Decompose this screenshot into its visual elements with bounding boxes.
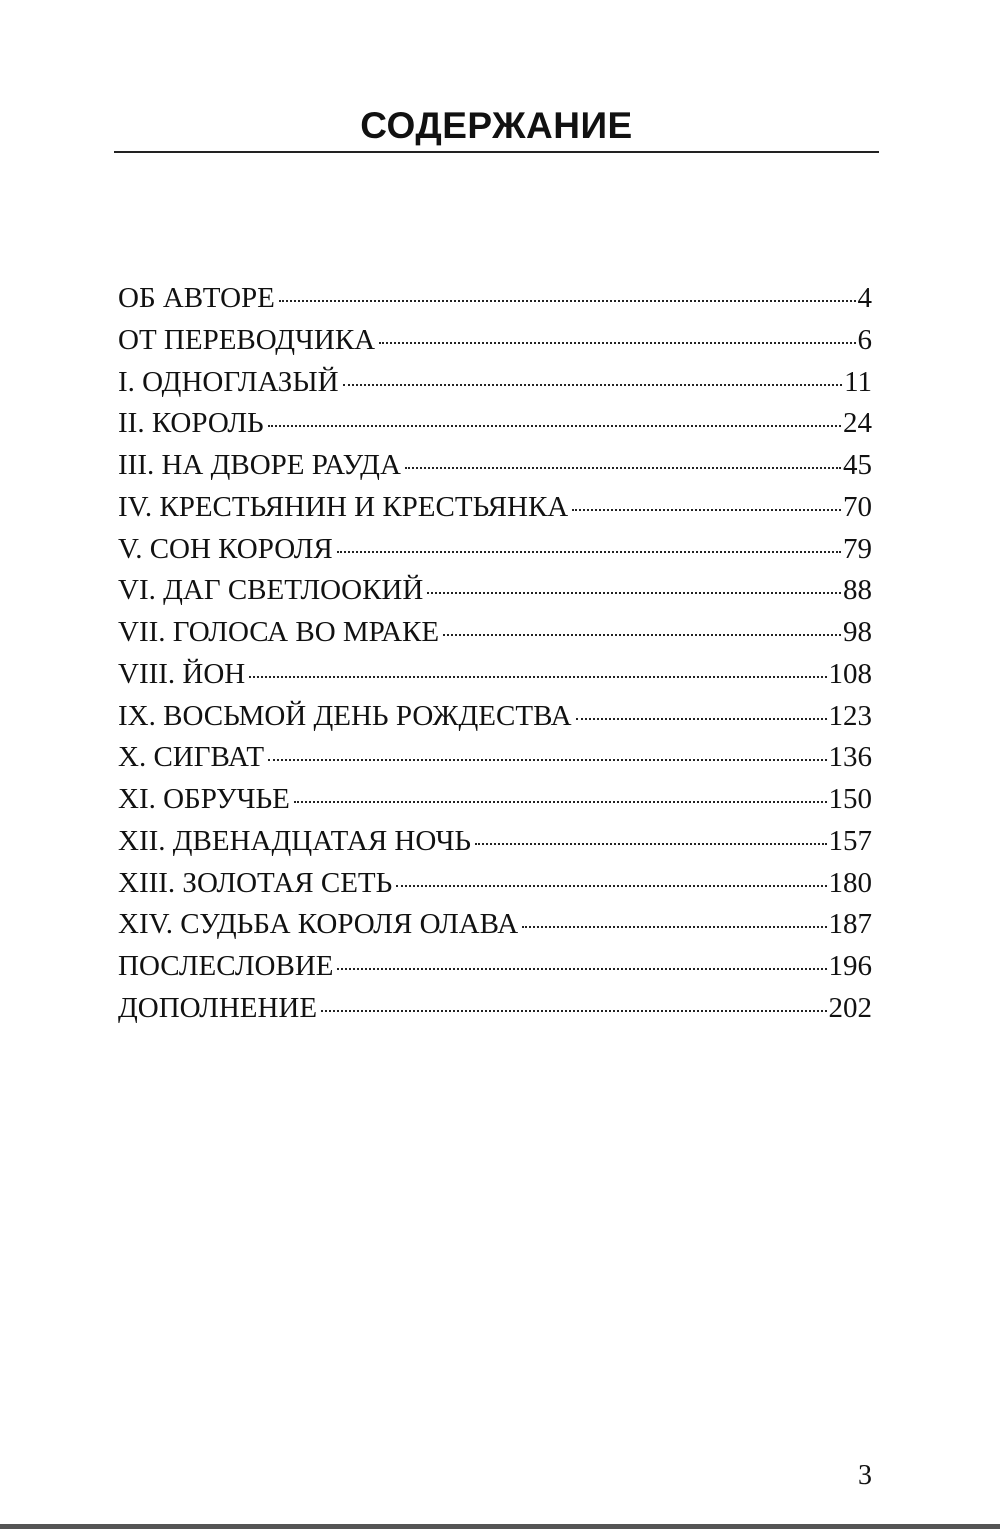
toc-dot-leader xyxy=(268,759,826,761)
toc-entry-page: 79 xyxy=(843,532,872,565)
toc-dot-leader xyxy=(396,885,826,887)
toc-entry xyxy=(118,654,872,696)
toc-entry-page: 187 xyxy=(828,908,872,941)
toc-dot-leader xyxy=(522,926,826,928)
toc-entry-page: 45 xyxy=(843,449,872,481)
toc-entry-title: III. НА ДВОРЕ РАУДА xyxy=(118,449,401,481)
title-underline xyxy=(114,151,879,153)
toc-dot-leader xyxy=(268,425,841,427)
toc-entry-page: 4 xyxy=(857,282,872,314)
toc-entry-title: ПОСЛЕСЛОВИЕ xyxy=(118,950,334,982)
toc-dot-leader xyxy=(427,592,841,594)
toc-entry-title: IX. ВОСЬМОЙ ДЕНЬ РОЖДЕСТВА xyxy=(118,699,572,732)
toc-dot-leader xyxy=(337,551,841,553)
toc-entry-page: 196 xyxy=(828,950,872,982)
toc-entry-page: 180 xyxy=(828,866,872,899)
toc-dot-leader xyxy=(379,342,855,344)
toc-entry xyxy=(118,278,872,320)
toc-dot-leader xyxy=(576,718,827,720)
toc-entry-title: VIII. ЙОН xyxy=(118,657,246,690)
table-of-contents xyxy=(118,278,872,1030)
toc-entry-page: 202 xyxy=(828,991,872,1024)
toc-entry-page: 136 xyxy=(828,741,872,774)
page-title: СОДЕРЖАНИЕ xyxy=(360,105,633,146)
toc-entry-page: 11 xyxy=(844,365,872,398)
toc-entry-title: XI. ОБРУЧЬЕ xyxy=(118,783,290,815)
page-bottom-border xyxy=(0,1524,1000,1529)
toc-entry xyxy=(118,779,872,821)
toc-entry-page: 6 xyxy=(857,323,872,356)
toc-entry-title: XIII. ЗОЛОТАЯ СЕТЬ xyxy=(118,866,393,899)
toc-entry xyxy=(118,529,872,571)
toc-entry xyxy=(118,988,872,1030)
toc-dot-leader xyxy=(475,843,826,845)
toc-entry-page: 108 xyxy=(828,657,872,690)
toc-dot-leader xyxy=(337,968,826,970)
toc-entry xyxy=(118,403,872,445)
toc-dot-leader xyxy=(279,300,856,302)
toc-entry xyxy=(118,487,872,529)
toc-entry-title: I. ОДНОГЛАЗЫЙ xyxy=(118,365,339,398)
toc-entry-page: 150 xyxy=(828,783,872,815)
toc-entry-title: ОБ АВТОРЕ xyxy=(118,282,275,314)
toc-entry-page: 98 xyxy=(843,616,872,648)
toc-entry-page: 24 xyxy=(843,407,872,440)
toc-entry xyxy=(118,570,872,612)
toc-entry-title: IV. КРЕСТЬЯНИН И КРЕСТЬЯНКА xyxy=(118,490,569,523)
toc-entry xyxy=(118,737,872,779)
toc-entry xyxy=(118,612,872,654)
toc-entry-title: II. КОРОЛЬ xyxy=(118,407,264,440)
toc-entry-title: XII. ДВЕНАДЦАТАЯ НОЧЬ xyxy=(118,824,472,857)
toc-entry-title: VII. ГОЛОСА ВО МРАКЕ xyxy=(118,616,440,648)
toc-entry-title: X. СИГВАТ xyxy=(118,741,265,774)
toc-dot-leader xyxy=(249,676,826,678)
toc-entry xyxy=(118,863,872,905)
toc-dot-leader xyxy=(294,801,827,803)
toc-dot-leader xyxy=(405,467,841,469)
toc-entry xyxy=(118,696,872,738)
toc-entry-page: 70 xyxy=(843,490,872,523)
toc-entry-page: 88 xyxy=(843,574,872,607)
toc-entry-page: 123 xyxy=(828,699,872,732)
toc-entry xyxy=(118,362,872,404)
toc-entry xyxy=(118,821,872,863)
toc-entry xyxy=(118,946,872,988)
toc-entry-title: XIV. СУДЬБА КОРОЛЯ ОЛАВА xyxy=(118,908,519,941)
toc-entry-title: ОТ ПЕРЕВОДЧИКА xyxy=(118,323,376,356)
toc-entry xyxy=(118,320,872,362)
toc-entry-title: VI. ДАГ СВЕТЛООКИЙ xyxy=(118,574,424,607)
toc-entry xyxy=(118,445,872,487)
toc-dot-leader xyxy=(321,1010,826,1012)
toc-entry-page: 157 xyxy=(828,824,872,857)
toc-entry xyxy=(118,904,872,946)
page-number: 3 xyxy=(858,1460,872,1491)
toc-entry-title: ДОПОЛНЕНИЕ xyxy=(118,991,318,1024)
toc-entry-title: V. СОН КОРОЛЯ xyxy=(118,532,333,565)
toc-dot-leader xyxy=(343,384,843,386)
toc-dot-leader xyxy=(572,509,841,511)
toc-dot-leader xyxy=(443,634,841,636)
